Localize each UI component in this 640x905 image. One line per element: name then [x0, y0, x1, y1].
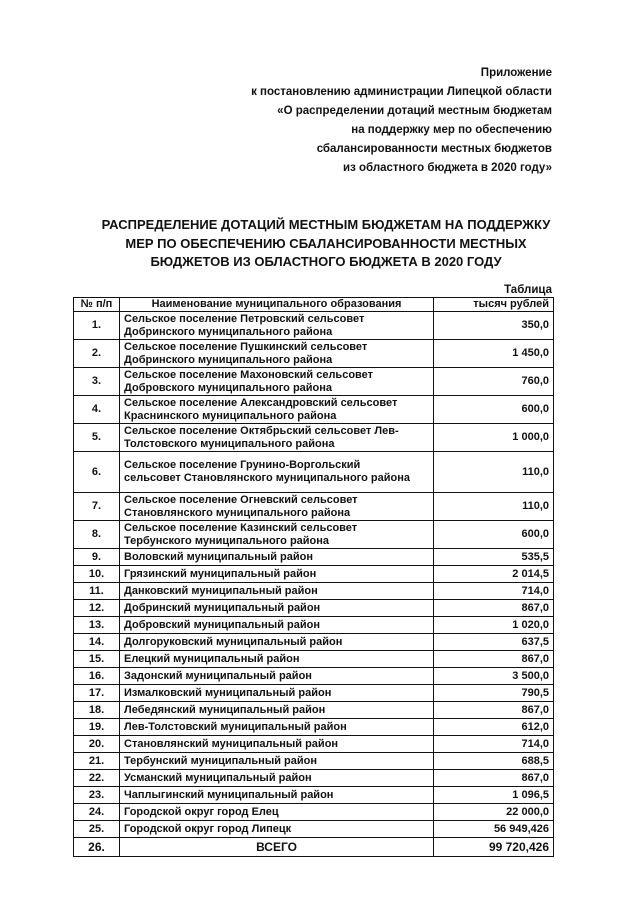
table-row [74, 736, 554, 753]
row-name-text: Сельское поселение Александровский сельсовет Краснинского муниципального района [124, 396, 398, 422]
title-line: РАСПРЕДЕЛЕНИЕ ДОТАЦИЙ МЕСТНЫМ БЮДЖЕТАМ НА ПОДДЕРЖКУ [101, 217, 551, 232]
row-name-text: Задонский муниципальный район [124, 669, 312, 682]
appendix-line: к постановлению администрации Липецкой области [251, 86, 552, 98]
row-number: 16. [74, 668, 120, 685]
row-name-text: Добровский муниципальный район [124, 618, 320, 631]
row-number: 15. [74, 651, 120, 668]
row-sum: 535,5 [434, 549, 554, 566]
appendix-block [132, 64, 552, 178]
appendix-line: Приложение [480, 67, 552, 79]
row-name-text: Городской округ город Липецк [124, 822, 292, 835]
table-row [74, 312, 554, 340]
table-row [74, 600, 554, 617]
row-sum: 612,0 [434, 719, 554, 736]
row-number: 7. [74, 493, 120, 521]
row-number: 21. [74, 753, 120, 770]
row-sum: 2 014,5 [434, 566, 554, 583]
row-sum: 867,0 [434, 702, 554, 719]
row-name [120, 617, 434, 634]
row-sum: 637,5 [434, 634, 554, 651]
row-number: 4. [74, 396, 120, 424]
table-row [74, 493, 554, 521]
row-number: 1. [74, 312, 120, 340]
row-name-text: Воловский муниципальный район [124, 550, 314, 563]
row-name-text: Лебедянский муниципальный район [124, 703, 326, 716]
header-sum: тысяч рублей [434, 298, 554, 312]
document-title [60, 216, 592, 272]
row-number: 23. [74, 787, 120, 804]
appendix-line: из областного бюджета в 2020 году» [343, 162, 552, 174]
row-number: 3. [74, 368, 120, 396]
row-name [120, 736, 434, 753]
row-number: 2. [74, 340, 120, 368]
row-sum: 1 450,0 [434, 340, 554, 368]
table-row [74, 583, 554, 600]
row-name [120, 753, 434, 770]
row-name [120, 493, 434, 521]
table-row [74, 340, 554, 368]
table-row [74, 668, 554, 685]
table-row [74, 617, 554, 634]
row-sum: 110,0 [434, 452, 554, 493]
row-name-text: Сельское поселение Петровский сельсовет Добринского муниципального района [124, 312, 365, 338]
row-name [120, 396, 434, 424]
row-name [120, 668, 434, 685]
distribution-table [73, 297, 554, 857]
total-number: 26. [74, 838, 120, 857]
table-row [74, 719, 554, 736]
row-name [120, 312, 434, 340]
appendix-line: на поддержку мер по обеспечению [351, 124, 552, 136]
row-name [120, 821, 434, 838]
row-name-text: Сельское поселение Огневский сельсовет Становлянского муниципального района [124, 493, 358, 519]
row-name [120, 368, 434, 396]
row-name-text: Городской округ город Елец [124, 805, 279, 818]
row-name [120, 770, 434, 787]
row-name-text: Данковский муниципальный район [124, 584, 318, 597]
row-sum: 3 500,0 [434, 668, 554, 685]
appendix-line: сбалансированности местных бюджетов [316, 143, 552, 155]
row-number: 5. [74, 424, 120, 452]
row-sum: 714,0 [434, 583, 554, 600]
row-name-text: Сельское поселение Октябрьский сельсовет Лев- Толстовского муниципального района [124, 424, 399, 450]
row-number: 19. [74, 719, 120, 736]
total-label: ВСЕГО [120, 838, 434, 857]
row-number: 11. [74, 583, 120, 600]
row-name-text: Грязинский муниципальный район [124, 567, 317, 580]
table-row [74, 368, 554, 396]
row-name-text: Добринский муниципальный район [124, 601, 321, 614]
table-row [74, 685, 554, 702]
row-sum: 22 000,0 [434, 804, 554, 821]
row-sum: 1 096,5 [434, 787, 554, 804]
row-sum: 688,5 [434, 753, 554, 770]
row-sum: 867,0 [434, 770, 554, 787]
row-number: 6. [74, 452, 120, 493]
row-sum: 56 949,426 [434, 821, 554, 838]
row-name-text: Усманский муниципальный район [124, 771, 312, 784]
row-number: 8. [74, 521, 120, 549]
row-name-text: Лев-Толстовский муниципальный район [124, 720, 347, 733]
row-number: 20. [74, 736, 120, 753]
row-name-text: Чаплыгинский муниципальный район [124, 788, 334, 801]
row-sum: 600,0 [434, 396, 554, 424]
row-number: 25. [74, 821, 120, 838]
row-sum: 110,0 [434, 493, 554, 521]
table-row [74, 821, 554, 838]
row-number: 17. [74, 685, 120, 702]
table-row [74, 634, 554, 651]
row-name [120, 566, 434, 583]
row-name [120, 583, 434, 600]
table-row [74, 770, 554, 787]
row-number: 13. [74, 617, 120, 634]
title-line: МЕР ПО ОБЕСПЕЧЕНИЮ СБАЛАНСИРОВАННОСТИ МЕСТНЫХ [125, 235, 527, 251]
row-name-text: Сельское поселение Грунино-Воргольский сельсовет Становлянского муниципального района [124, 459, 410, 484]
row-name [120, 452, 434, 493]
row-name [120, 600, 434, 617]
table-row [74, 452, 554, 493]
row-number: 24. [74, 804, 120, 821]
table-row [74, 651, 554, 668]
row-name-text: Долгоруковский муниципальный район [124, 635, 343, 648]
row-name-text: Тербунский муниципальный район [124, 754, 317, 767]
row-name [120, 424, 434, 452]
row-sum: 714,0 [434, 736, 554, 753]
row-number: 10. [74, 566, 120, 583]
table-row [74, 702, 554, 719]
row-name [120, 719, 434, 736]
row-number: 12. [74, 600, 120, 617]
row-number: 18. [74, 702, 120, 719]
row-sum: 790,5 [434, 685, 554, 702]
row-name [120, 702, 434, 719]
row-number: 22. [74, 770, 120, 787]
table-row [74, 566, 554, 583]
row-number: 14. [74, 634, 120, 651]
row-name-text: Елецкий муниципальный район [124, 652, 300, 665]
header-name: Наименование муниципального образования [120, 298, 434, 312]
row-name-text: Сельское поселение Махоновский сельсовет Добровского муниципального района [124, 368, 374, 394]
row-name [120, 549, 434, 566]
row-name [120, 804, 434, 821]
row-sum: 1 020,0 [434, 617, 554, 634]
row-name-text: Сельское поселение Пушкинский сельсовет Добринского муниципального района [124, 340, 368, 366]
header-num: № п/п [74, 298, 120, 312]
title-line: БЮДЖЕТОВ ИЗ ОБЛАСТНОГО БЮДЖЕТА В 2020 ГОДУ [150, 254, 502, 269]
row-sum: 867,0 [434, 600, 554, 617]
row-name-text: Измалковский муниципальный район [124, 686, 332, 699]
row-number: 9. [74, 549, 120, 566]
table-row [74, 804, 554, 821]
table-total-row [74, 838, 554, 857]
table-row [74, 787, 554, 804]
row-name [120, 340, 434, 368]
row-name-text: Становлянский муниципальный район [124, 737, 339, 750]
row-name [120, 634, 434, 651]
table-row [74, 424, 554, 452]
row-name [120, 521, 434, 549]
table-row [74, 396, 554, 424]
table-row [74, 753, 554, 770]
row-name-text: Сельское поселение Казинский сельсовет Тербунского муниципального района [124, 521, 358, 547]
row-sum: 867,0 [434, 651, 554, 668]
table-caption: Таблица [504, 284, 552, 296]
table-header-row [74, 298, 554, 312]
total-sum: 99 720,426 [434, 838, 554, 857]
table-row [74, 549, 554, 566]
row-name [120, 787, 434, 804]
row-name [120, 651, 434, 668]
row-sum: 350,0 [434, 312, 554, 340]
row-name [120, 685, 434, 702]
row-sum: 600,0 [434, 521, 554, 549]
appendix-line: «О распределении дотаций местным бюджетам [277, 105, 552, 117]
table-row [74, 521, 554, 549]
row-sum: 1 000,0 [434, 424, 554, 452]
row-sum: 760,0 [434, 368, 554, 396]
table-body [74, 312, 554, 857]
